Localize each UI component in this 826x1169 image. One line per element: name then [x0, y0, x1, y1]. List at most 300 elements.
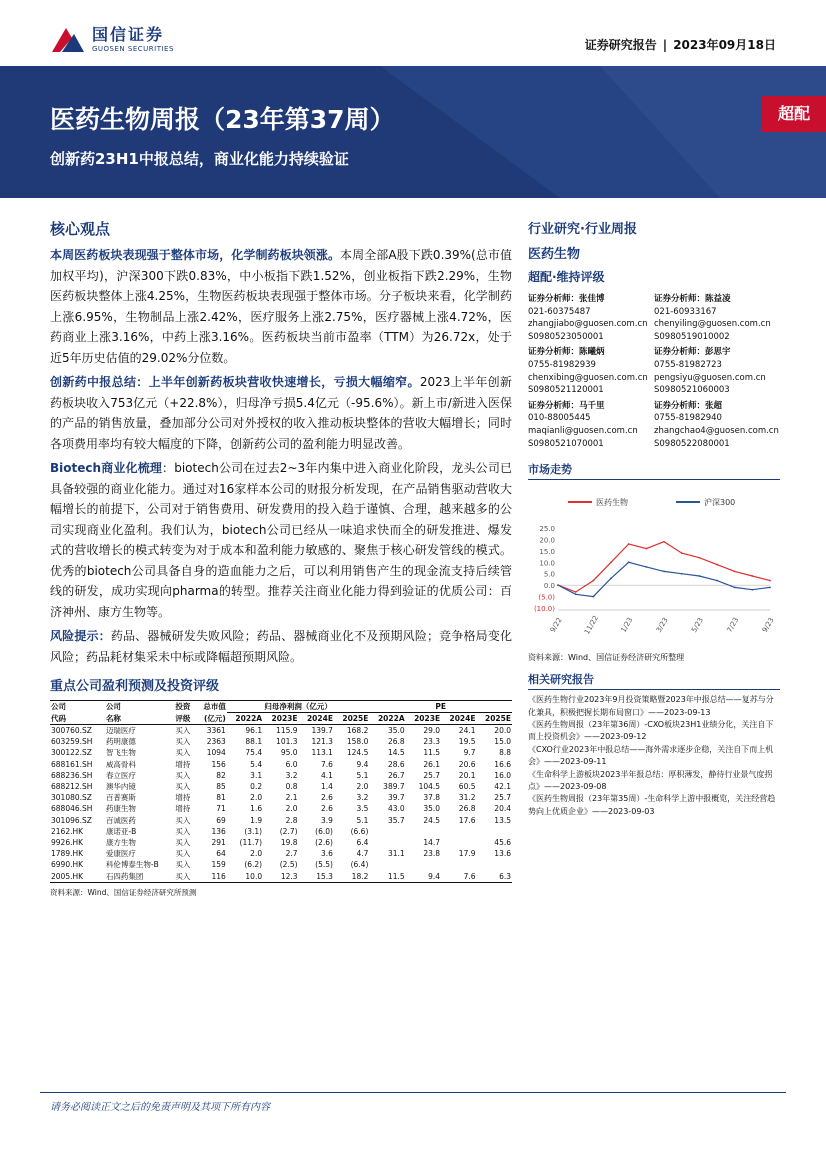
table-cell: 26.8 [387, 737, 405, 747]
table-cell: 42.1 [494, 782, 511, 792]
table-cell: (11.7) [239, 838, 263, 848]
table-cell: 2.6 [321, 804, 333, 814]
analyst-phone: 010-88005445 [528, 413, 591, 424]
sidebar [528, 218, 780, 818]
table-cell: 16.6 [494, 759, 511, 769]
data-point [681, 552, 683, 554]
table-cell: 104.5 [418, 782, 441, 792]
related-report-item[interactable]: 《医药生物周报（23年第36周）-CXO板块23H1业绩分化，关注自下而上投资机会》——2023-09-12 [528, 719, 774, 742]
related-report-item[interactable]: 《医药生物行业2023年9月投资策略暨2023年中报总结——复苏与分化兼具，积极把握长期布局窗口》——2023-09-13 [528, 695, 774, 717]
series-line [558, 542, 770, 592]
table-cell: 20.1 [458, 770, 476, 780]
table-cell: 6990.HK [51, 860, 84, 870]
data-point [698, 575, 700, 577]
table-cell: 101.3 [276, 737, 298, 747]
analyst-email[interactable]: maqianli@guosen.com.cn [528, 425, 638, 436]
data-point [575, 591, 577, 593]
table-cell: 300122.SZ [51, 748, 92, 758]
table-cell: 买入 [175, 815, 191, 825]
table-cell: 159 [211, 860, 226, 870]
analyst-cert: S0980521070001 [528, 438, 604, 449]
analyst-name: 陈曦炳 [579, 347, 605, 358]
table-row [50, 826, 512, 837]
analyst-cert: S0980523050001 [528, 331, 604, 342]
table-cell: 81 [216, 793, 226, 803]
col-header: 2023E [263, 713, 298, 725]
table-cell: 9926.HK [51, 838, 84, 848]
table-cell: 11.5 [423, 748, 441, 758]
x-tick-label: 1/23 [619, 616, 635, 634]
table-cell: 买入 [175, 838, 191, 848]
analyst-card [654, 293, 780, 343]
table-cell: 科伦博泰生物-B [105, 860, 159, 870]
col-group-header: PE [369, 701, 512, 713]
paragraph-lead: 创新药中报总结：上半年创新药板块营收快速增长，亏损大幅缩窄。 [50, 375, 420, 389]
table-cell: 2.0 [250, 849, 263, 859]
table-cell: 60.5 [458, 782, 476, 792]
table-cell: 百普赛斯 [105, 793, 136, 803]
analyst-name: 张佳博 [579, 294, 605, 304]
table-cell: 迈瑞医疗 [105, 726, 136, 735]
table-cell: 136 [211, 826, 226, 836]
table-cell: 3.5 [356, 804, 369, 814]
analyst-cert: S0980521060003 [654, 385, 730, 396]
table-source: 资料来源：Wind、国信证券经济研究所预测 [50, 887, 197, 897]
analyst-card [528, 346, 654, 396]
table-cell: 9.4 [356, 759, 369, 769]
analyst-email[interactable]: zhangchao4@guosen.com.cn [654, 425, 779, 436]
col-header: 2022A [369, 713, 405, 725]
data-point [645, 548, 647, 550]
data-point [610, 578, 612, 580]
col-header: 公司 [105, 701, 174, 713]
table-cell: 威高骨科 [105, 759, 136, 769]
col-group-header: 归母净利润（亿元） [227, 701, 370, 713]
table-cell: 3361 [206, 726, 226, 735]
report-meta [585, 36, 776, 53]
table-cell: 5.4 [250, 759, 263, 769]
data-point [681, 573, 683, 575]
table-cell: 291 [211, 838, 226, 848]
y-tick-label: 0.0 [543, 582, 555, 591]
table-cell: 买入 [175, 770, 191, 780]
col-header: 2023E [406, 713, 441, 725]
series-line [558, 562, 770, 596]
analyst-phone: 0755-81982723 [654, 359, 722, 370]
table-cell: 82 [216, 770, 226, 780]
analyst-title-line [528, 293, 654, 306]
analyst-name: 彭思宇 [705, 347, 731, 358]
analyst-role: 证券分析师： [528, 347, 580, 358]
table-cell: 31.2 [458, 793, 476, 803]
table-cell: 688212.SH [51, 782, 93, 792]
table-cell: 康诺亚-B [105, 826, 137, 836]
table-row [50, 759, 512, 770]
table-cell: 2.7 [285, 849, 298, 859]
table-cell: 12.3 [263, 871, 298, 883]
paragraph-body: 药品、器械研发失败风险；药品、器械商业化不及预期风险；竞争格局变化风险；药品耗材集采未中标或降幅超预期风险。 [50, 629, 512, 664]
report-subtitle: 创新药23H1中报总结，商业化能力持续验证 [50, 150, 349, 168]
data-point [628, 543, 630, 545]
logo-mark-icon [50, 22, 86, 56]
table-cell [406, 826, 441, 837]
table-cell: 121.3 [311, 737, 333, 747]
analyst-name: 陈益凌 [705, 294, 731, 304]
table-cell: 买入 [175, 782, 191, 792]
title-banner [0, 66, 826, 198]
table-row [50, 859, 512, 870]
table-cell: 19.8 [280, 838, 298, 848]
table-cell: 85 [216, 782, 226, 792]
table-cell [369, 859, 405, 870]
core-paragraph [50, 458, 512, 622]
analyst-phone: 0755-81982940 [654, 413, 722, 424]
paragraph-body: 本周全部A股下跌0.39%(总市值加权平均)，沪深300下跌0.83%，中小板指下跌1.52%，创业板指下跌2.29%，生物医药板块整体上涨4.25%，生物医药板块表现强于整体市场。分子板块来看，化学制药上涨6.95%，生物制品上涨2.42%，医疗服务上涨2.75%，医疗器械上涨4.72%，医药商业上涨3.16%，中药上涨3.16%。医药板块当前市盈率（TTM）为26.72x，处于近5年历史估值的29.02%分位数。 [50, 248, 512, 365]
table-cell: 1094 [206, 748, 226, 758]
table-cell: 药康生物 [105, 804, 136, 814]
paragraph-lead: Biotech商业化梳理 [50, 461, 163, 475]
x-tick-label: 11/22 [583, 614, 601, 636]
x-tick-label: 9/23 [760, 616, 776, 634]
forecast-table [50, 700, 512, 883]
data-point [592, 596, 594, 598]
analyst-role: 证券分析师： [654, 294, 706, 304]
table-cell: 39.7 [387, 793, 405, 803]
y-tick-label: (10.0) [533, 605, 555, 614]
company-logo [50, 20, 240, 60]
table-cell: 15.3 [299, 871, 334, 883]
table-cell: 35.7 [387, 815, 405, 825]
main-content [50, 218, 512, 898]
data-point [769, 580, 771, 582]
analyst-cert: S0980521120001 [528, 385, 604, 396]
table-cell: 20.6 [458, 759, 476, 769]
industry-name: 医药生物 [528, 247, 581, 262]
data-point [645, 566, 647, 568]
analyst-role: 证券分析师： [528, 294, 580, 304]
table-cell: 300760.SZ [51, 726, 92, 735]
table-cell: 23.8 [423, 849, 441, 859]
table-cell: 25.7 [423, 770, 441, 780]
table-row [50, 792, 512, 803]
table-cell: 26.1 [423, 759, 441, 769]
data-point [628, 562, 630, 564]
table-cell: (6.2) [244, 860, 263, 870]
col-header: 名称 [105, 713, 174, 725]
table-cell: 3.9 [321, 815, 333, 825]
table-cell: 5.1 [356, 770, 369, 780]
table-cell: 1.9 [250, 815, 263, 825]
market-chart-svg [528, 480, 780, 650]
analyst-title-line [528, 400, 654, 413]
table-cell: (6.0) [315, 826, 333, 836]
analyst-email[interactable]: zhangjiabo@guosen.com.cn [528, 319, 648, 330]
table-cell: 1.4 [321, 782, 333, 792]
analyst-card [654, 400, 780, 450]
logo-en: GUOSEN SECURITIES [92, 45, 174, 53]
data-point [734, 571, 736, 573]
table-row [50, 871, 512, 883]
table-row [50, 803, 512, 814]
report-type: 证券研究报告 [584, 38, 657, 52]
analyst-cert: S0980519010002 [654, 331, 730, 342]
table-cell: 买入 [174, 871, 196, 883]
data-point [716, 564, 718, 566]
table-row [50, 837, 512, 848]
table-cell: 17.9 [458, 849, 476, 859]
table-cell: 168.2 [346, 726, 369, 735]
core-paragraph [50, 626, 512, 667]
table-cell: 688161.SH [51, 759, 93, 769]
table-row [50, 781, 512, 792]
table-cell: 3.2 [285, 770, 298, 780]
table-cell: 2005.HK [50, 871, 105, 883]
data-point [734, 587, 736, 589]
table-cell: 2.0 [356, 782, 369, 792]
y-tick-label: 20.0 [539, 536, 555, 545]
analyst-title-line [528, 346, 654, 359]
table-cell: 69 [216, 815, 226, 825]
col-header: 2024E [299, 713, 334, 725]
table-cell [441, 826, 476, 837]
chart-source: 资料来源：Wind、国信证券经济研究所整理 [528, 653, 685, 663]
footer-divider [40, 1092, 786, 1093]
table-cell [441, 859, 476, 870]
col-header: 公司 [50, 701, 105, 713]
table-row [50, 736, 512, 747]
y-tick-label: 25.0 [539, 525, 555, 534]
table-body [50, 725, 512, 883]
table-cell: 3.2 [356, 793, 369, 803]
data-point [769, 587, 771, 589]
analyst-phone: 021-60375487 [528, 306, 591, 317]
table-cell: 11.5 [369, 871, 405, 883]
x-tick-label: 5/23 [690, 616, 705, 634]
col-header: 2025E [477, 713, 513, 725]
table-cell: 9.7 [463, 748, 476, 758]
footer-disclaimer: 请务必阅读正文之后的免责声明及其项下所有内容 [50, 1102, 270, 1113]
table-cell: 1.6 [250, 804, 263, 814]
analyst-email[interactable]: pengsiyu@guosen.com.cn [654, 372, 766, 383]
legend-label: 沪深300 [704, 498, 736, 508]
col-header: (亿元) [196, 713, 227, 725]
analyst-role: 证券分析师： [654, 400, 706, 411]
table-cell: 35.0 [423, 804, 441, 814]
table-cell [477, 826, 513, 837]
analyst-email[interactable]: chenxibing@guosen.com.cn [528, 372, 648, 383]
analyst-title-line [654, 346, 780, 359]
paragraph-lead: 本周医药板块表现强于整体市场，化学制药板块领涨。 [50, 248, 341, 262]
analyst-email[interactable]: chenyiling@guosen.com.cn [654, 319, 771, 330]
table-row [50, 725, 512, 737]
table-row [50, 747, 512, 758]
table-cell: 爱康医疗 [105, 849, 136, 859]
table-cell [406, 859, 441, 870]
table-cell: 增持 [175, 793, 191, 803]
table-cell: (6.6) [350, 826, 369, 836]
related-section-title: 相关研究报告 [528, 671, 780, 690]
table-cell: 13.5 [494, 815, 511, 825]
table-cell: 石四药集团 [105, 871, 174, 883]
analyst-cert: S0980522080001 [654, 438, 730, 449]
table-cell: 18.2 [334, 871, 369, 883]
table-cell: 26.7 [387, 770, 405, 780]
table-cell: 7.6 [441, 871, 476, 883]
table-cell: 澳华内镜 [105, 782, 136, 792]
col-header: 总市值 [196, 701, 227, 713]
y-tick-label: 5.0 [543, 570, 555, 579]
related-report-item[interactable]: 《CXO行业2023年中报总结——海外需求逐步企稳，关注自下而上机会》——2023-09-11 [528, 744, 774, 767]
logo-cn: 国信证券 [92, 25, 165, 44]
analyst-name: 马千里 [579, 400, 605, 411]
table-cell: 35.0 [387, 726, 405, 735]
table-cell: 64 [216, 849, 226, 859]
table-cell: 688236.SH [51, 770, 93, 780]
table-row [50, 815, 512, 826]
data-point [663, 541, 665, 543]
analyst-phone: 0755-81982939 [528, 359, 596, 370]
table-cell: 14.5 [387, 748, 405, 758]
table-cell: 20.4 [494, 804, 511, 814]
data-point [592, 580, 594, 582]
x-tick-label: 7/23 [725, 616, 741, 634]
core-paragraph [50, 245, 512, 368]
table-cell: 0.8 [285, 782, 298, 792]
table-cell: 百诚医药 [105, 815, 136, 825]
table-cell: 增持 [175, 759, 191, 769]
report-date: 2023年09月18日 [673, 38, 776, 52]
data-point [557, 584, 559, 586]
table-cell: 2162.HK [51, 826, 84, 836]
table-cell: 2.0 [250, 793, 263, 803]
col-header: 代码 [50, 713, 105, 725]
analyst-name: 张超 [705, 400, 723, 411]
table-cell: (5.5) [315, 860, 333, 870]
table-cell: 25.7 [494, 793, 511, 803]
related-report-item[interactable]: 《生命科学上游板块2023半年报总结：厚积薄发，静待行业景气度拐点》——2023-09-08 [528, 769, 773, 791]
table-cell: 23.3 [423, 737, 441, 747]
table-cell [477, 859, 513, 870]
table-cell: 2.6 [321, 793, 333, 803]
meta-separator: | [662, 38, 668, 52]
table-cell: 13.6 [494, 849, 511, 859]
data-point [663, 571, 665, 573]
table-row [50, 848, 512, 859]
table-cell: 3.1 [250, 770, 263, 780]
table-cell: 75.4 [245, 748, 263, 758]
table-cell: (2.7) [279, 826, 298, 836]
col-header: 2022A [227, 713, 263, 725]
table-cell: 春立医疗 [105, 770, 136, 780]
paragraph-body: 2023上半年创新药板块收入753亿元（+22.8%），归母净亏损5.4亿元（-95.6%）。新上市/新进入医保的产品的销售放量，叠加部分公司对外授权的收入推动板块整体的营收大幅增长；同时各项费用率均有较大幅度的下降，创新药公司的盈利能力明显改善。 [50, 375, 512, 451]
table-cell: 14.7 [423, 838, 441, 848]
table-cell: 买入 [175, 737, 191, 747]
table-title: 重点公司盈利预测及投资评级 [50, 679, 220, 694]
table-cell: 139.7 [311, 726, 333, 735]
table-cell: 2363 [206, 737, 226, 747]
table-cell: 301080.SZ [51, 793, 92, 803]
table-cell: 15.0 [494, 737, 511, 747]
table-cell: 88.1 [245, 737, 263, 747]
core-paragraph [50, 372, 512, 454]
table-cell: 17.6 [458, 815, 476, 825]
col-header: 投资 [174, 701, 196, 713]
table-cell: 0.2 [250, 782, 263, 792]
related-list [528, 694, 780, 818]
table-cell [369, 826, 405, 837]
table-cell: 增持 [175, 804, 191, 814]
table-cell: (6.4) [350, 860, 369, 870]
y-tick-label: 15.0 [539, 547, 555, 556]
table-cell: 16.0 [494, 770, 511, 780]
related-report-item[interactable]: 《医药生物周报（23年第35周）-生命科学上游中报概览，关注经营趋势向上优质企业》——2023-09-03 [528, 794, 776, 816]
table-cell: 3.6 [321, 849, 333, 859]
data-point [610, 562, 612, 564]
table-cell: 9.4 [406, 871, 441, 883]
table-cell: 买入 [175, 860, 191, 870]
table-cell: (2.5) [279, 860, 298, 870]
table-cell: 688046.SH [51, 804, 93, 814]
table-cell: 20.0 [494, 726, 511, 735]
table-cell: (2.6) [315, 838, 333, 848]
analyst-phone: 021-60933167 [654, 306, 717, 317]
market-section-title: 市场走势 [528, 461, 780, 480]
table-cell: 45.6 [494, 838, 511, 848]
table-cell: 301096.SZ [51, 815, 92, 825]
table-cell: 4.7 [356, 849, 369, 859]
data-point [575, 594, 577, 596]
table-cell: 115.9 [276, 726, 298, 735]
table-cell: 买入 [175, 726, 191, 735]
col-header: 评级 [174, 713, 196, 725]
table-cell: 买入 [175, 826, 191, 836]
table-cell: 药明康德 [105, 737, 136, 747]
table-cell: 6.0 [285, 759, 298, 769]
table-cell: 43.0 [387, 804, 405, 814]
y-tick-label: 10.0 [539, 559, 555, 568]
table-cell: 7.6 [321, 759, 333, 769]
data-point [751, 589, 753, 591]
table-cell: 2.8 [285, 815, 298, 825]
paragraph-lead: 风险提示： [50, 629, 111, 643]
table-cell: 158.0 [346, 737, 369, 747]
table-cell: 康方生物 [105, 838, 136, 848]
table-cell: 1789.HK [51, 849, 84, 859]
table-cell: 24.5 [423, 815, 441, 825]
table-cell: 2.1 [285, 793, 298, 803]
table-cell: (3.1) [244, 826, 263, 836]
table-cell: 24.1 [458, 726, 476, 735]
table-cell: 6.4 [356, 838, 369, 848]
table-cell: 116 [196, 871, 227, 883]
rating-line: 超配·维持评级 [528, 270, 605, 284]
report-category: 行业研究·行业周报 [528, 222, 637, 237]
table-cell: 95.0 [280, 748, 298, 758]
x-tick-label: 9/22 [548, 616, 564, 634]
data-point [716, 580, 718, 582]
table-cell [441, 837, 476, 848]
core-heading: 核心观点 [50, 220, 111, 238]
table-cell: 389.7 [383, 782, 405, 792]
legend-label: 医药生物 [596, 498, 628, 508]
analyst-card [528, 400, 654, 450]
data-point [751, 575, 753, 577]
col-header: 2024E [441, 713, 476, 725]
data-point [698, 557, 700, 559]
table-cell: 28.6 [387, 759, 405, 769]
analyst-card [654, 346, 780, 396]
table-cell: 156 [211, 759, 226, 769]
